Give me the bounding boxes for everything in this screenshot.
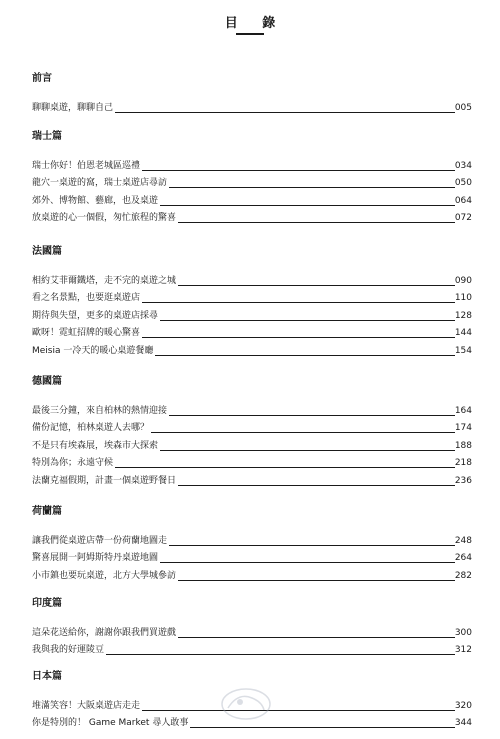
- toc-entry[interactable]: [32, 305, 472, 323]
- watermark-logo-icon: [218, 684, 274, 724]
- entry-title: 我與我的好運陵豆: [32, 645, 105, 655]
- entry-title: 最後三分鐘，來自柏林的熱情迎接: [32, 405, 168, 416]
- entry-title: 瑞士你好！伯恩老城區巡禮: [32, 160, 141, 171]
- entry-title: 看之名景點，也要逛桌遊店: [32, 293, 141, 303]
- leader-line: [160, 450, 455, 451]
- entry-title: Meisia 一冷天的暖心桌遊餐廳: [32, 345, 154, 356]
- entry-title: 期待與失望，更多的桌遊店採尋: [32, 310, 159, 321]
- section-heading: 瑞士篇: [32, 131, 62, 142]
- toc-entry[interactable]: [32, 97, 472, 115]
- section-heading: 法國篇: [32, 246, 62, 257]
- toc-entry[interactable]: [32, 190, 472, 208]
- leader-line: [169, 415, 455, 416]
- title-underline: [236, 33, 264, 35]
- entry-page-number: 320: [454, 700, 472, 711]
- entry-page-number: 128: [454, 310, 472, 321]
- entry-page-number: 072: [454, 213, 472, 223]
- toc-entry[interactable]: [32, 418, 472, 436]
- section-heading: 荷蘭篇: [32, 506, 62, 517]
- entry-page-number: 248: [454, 535, 472, 546]
- entry-title: 特別為你；永遠守候: [32, 458, 114, 468]
- leader-line: [178, 285, 455, 286]
- toc-entry[interactable]: [32, 565, 472, 583]
- leader-line: [106, 654, 455, 655]
- toc-section: [32, 375, 472, 488]
- leader-line: [142, 710, 455, 711]
- section-heading: 德國篇: [32, 376, 62, 387]
- leader-line: [142, 302, 455, 303]
- toc-entry[interactable]: [32, 208, 472, 226]
- entry-title: 相約艾菲爾鐵塔，走不完的桌遊之城: [32, 275, 177, 286]
- entry-title: 法蘭克福假期，計畫一個桌遊野餐日: [32, 475, 177, 486]
- section-heading: 日本篇: [32, 671, 62, 682]
- leader-line: [190, 727, 454, 728]
- leader-line: [178, 637, 455, 638]
- entry-page-number: 174: [454, 423, 472, 433]
- leader-line: [169, 187, 455, 188]
- toc-entry[interactable]: [32, 340, 472, 358]
- entry-page-number: 144: [454, 328, 472, 338]
- leader-line: [142, 170, 455, 171]
- section-heading: 前言: [32, 73, 52, 84]
- leader-line: [155, 355, 454, 356]
- entry-page-number: 188: [454, 440, 472, 451]
- leader-line: [115, 112, 455, 113]
- entry-page-number: 005: [454, 102, 472, 113]
- entry-title: 龍穴一桌遊的窩，瑞士桌遊店尋訪: [32, 178, 168, 188]
- toc-entry[interactable]: [32, 173, 472, 191]
- entry-page-number: 312: [454, 645, 472, 655]
- entry-page-number: 264: [454, 553, 472, 563]
- entry-page-number: 110: [454, 293, 472, 303]
- entry-page-number: 282: [454, 570, 472, 581]
- toc-title: 目 錄: [224, 16, 286, 31]
- leader-line: [160, 205, 455, 206]
- entry-title: 不是只有埃森展，埃森市大探索: [32, 440, 159, 451]
- toc-entry[interactable]: [32, 530, 472, 548]
- entry-title: 這朵花送給你，謝謝你跟我們買遊戲: [32, 627, 177, 638]
- toc-entry[interactable]: [32, 640, 472, 658]
- entry-page-number: 050: [454, 178, 472, 188]
- entry-page-number: 164: [454, 405, 472, 416]
- toc-entry[interactable]: [32, 622, 472, 640]
- entry-page-number: 218: [454, 458, 472, 468]
- entry-title: 放桌遊的心一個假，匆忙旅程的驚喜: [32, 213, 177, 223]
- toc-entry[interactable]: [32, 400, 472, 418]
- leader-line: [178, 580, 455, 581]
- entry-page-number: 344: [454, 718, 472, 728]
- toc-entry[interactable]: [32, 323, 472, 341]
- entry-title: 備份記憶，柏林桌遊人去哪？: [32, 423, 150, 433]
- leader-line: [142, 337, 455, 338]
- entry-title: 歐呀！霓虹招牌的暖心驚喜: [32, 328, 141, 338]
- toc-entry[interactable]: [32, 435, 472, 453]
- toc-section: [32, 505, 472, 583]
- leader-line: [151, 432, 455, 433]
- leader-line: [169, 545, 455, 546]
- entry-page-number: 090: [454, 275, 472, 286]
- entry-title: 郊外、博物館、藝廊，也及桌遊: [32, 195, 159, 206]
- entry-page-number: 154: [454, 345, 472, 356]
- toc-section: [32, 597, 472, 657]
- leader-line: [160, 562, 455, 563]
- entry-title: 驚喜展開一阿姆斯特丹桌遊地圖: [32, 553, 159, 563]
- entry-page-number: 034: [454, 160, 472, 171]
- toc-entry[interactable]: [32, 470, 472, 488]
- toc-entry[interactable]: [32, 288, 472, 306]
- entry-title: 堆滿笑容！大阪桌遊店走走: [32, 700, 141, 711]
- leader-line: [178, 485, 455, 486]
- leader-line: [160, 320, 455, 321]
- toc-entry[interactable]: [32, 155, 472, 173]
- toc-entry[interactable]: [32, 270, 472, 288]
- entry-title: 讓我們從桌遊店帶一份荷蘭地圖走: [32, 535, 168, 546]
- section-heading: 印度篇: [32, 598, 62, 609]
- entry-title: 小市鎮也要玩桌遊，北方大學城參訪: [32, 570, 177, 581]
- entry-title: 聊聊桌遊，聊聊自己: [32, 102, 114, 113]
- entry-title: 你是特別的！ Game Market 尋人敢事: [32, 718, 189, 728]
- entry-page-number: 236: [454, 475, 472, 486]
- toc-section: [32, 245, 472, 358]
- toc-section: [32, 72, 472, 115]
- leader-line: [115, 467, 455, 468]
- entry-page-number: 064: [454, 195, 472, 206]
- toc-entry[interactable]: [32, 548, 472, 566]
- toc-entry[interactable]: [32, 453, 472, 471]
- entry-page-number: 300: [454, 627, 472, 638]
- toc-section: [32, 130, 472, 225]
- leader-line: [178, 222, 455, 223]
